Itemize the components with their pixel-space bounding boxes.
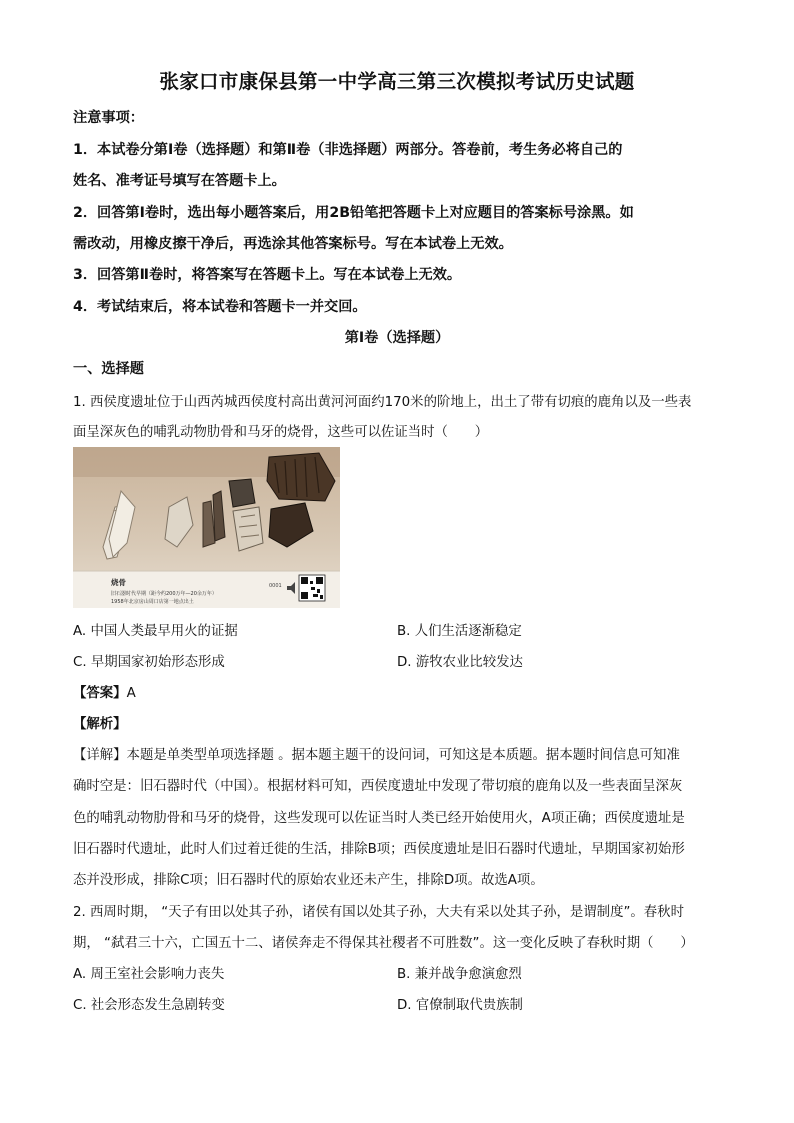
qr-code-icon xyxy=(299,575,325,601)
q1-detail-line3: 色的哺乳动物肋骨和马牙的烧骨，这些发现可以佐证当时人类已经开始使用火，A项正确；西侯度遗址是 xyxy=(73,811,685,826)
answer-value: A xyxy=(126,686,136,701)
q1-detail-line5: 态并没形成，排除C项；旧石器时代的原始农业还未产生，排除D项。故选A项。 xyxy=(73,873,544,888)
burnt-bones-photo xyxy=(73,447,340,608)
q1-option-d: D. 游牧农业比较发达 xyxy=(397,655,523,670)
q1-stem-line1: 1. 西侯度遗址位于山西芮城西侯度村高出黄河河面约170米的阶地上，出土了带有切痕的鹿角以及一些表 xyxy=(73,395,692,410)
part-heading: 一、选择题 xyxy=(73,361,144,377)
q2-option-c: C. 社会形态发生急剧转变 xyxy=(73,998,225,1013)
q2-stem-line2: 期， “弑君三十六，亡国五十二、诸侯奔走不得保其社稷者不可胜数”。这一变化反映了春秋时期（ ） xyxy=(73,936,694,951)
photo-caption-line1: 旧石器时代早期（距今约200万年—20余万年） xyxy=(111,591,217,597)
notice-item-4: 4．考试结束后，将本试卷和答题卡一并交回。 xyxy=(73,299,367,315)
q2-option-b: B. 兼并战争愈演愈烈 xyxy=(397,967,522,982)
notice-item-1: 1．本试卷分第Ⅰ卷（选择题）和第Ⅱ卷（非选择题）两部分。答卷前，考生务必将自己的 xyxy=(73,142,623,158)
photo-code: 0001 xyxy=(269,583,282,589)
notice-item-3: 3．回答第Ⅱ卷时，将答案写在答题卡上。写在本试卷上无效。 xyxy=(73,267,462,283)
notice-item-2: 2．回答第Ⅰ卷时，选出每小题答案后，用2B铅笔把答题卡上对应题目的答案标号涂黑。如 xyxy=(73,205,634,221)
notice-item-2-cont: 需改动，用橡皮擦干净后，再选涂其他答案标号。写在本试卷上无效。 xyxy=(73,236,513,252)
q2-stem-line1: 2. 西周时期， “天子有田以处其子孙，诸侯有国以处其子孙，大夫有采以处其子孙，是谓制度”。春秋时 xyxy=(73,905,684,920)
q1-detail-line4: 旧石器时代遗址，此时人们过着迁徙的生活，排除B项；西侯度遗址是旧石器时代遗址，早期国家初始形 xyxy=(73,842,685,857)
page-title: 张家口市康保县第一中学高三第三次模拟考试历史试题 xyxy=(159,70,635,93)
q1-option-b: B. 人们生活逐渐稳定 xyxy=(397,624,522,639)
q1-stem-line2: 面呈深灰色的哺乳动物肋骨和马牙的烧骨，这些可以佐证当时（ ） xyxy=(73,425,489,440)
notice-heading: 注意事项： xyxy=(73,110,144,126)
answer-label: 【答案】 xyxy=(73,686,127,701)
q1-option-c: C. 早期国家初始形态形成 xyxy=(73,655,225,670)
q1-answer xyxy=(73,682,136,701)
q2-option-d: D. 官僚制取代贵族制 xyxy=(397,998,523,1013)
q2-option-a: A. 周王室社会影响力丧失 xyxy=(73,967,225,982)
notice-item-1-cont: 姓名、准考证号填写在答题卡上。 xyxy=(73,173,286,189)
photo-caption-title: 烧骨 xyxy=(111,578,126,587)
q1-analysis-label: 【解析】 xyxy=(73,717,127,732)
q1-detail-line1: 【详解】本题是单类型单项选择题 。据本题主题干的设问词，可知这是本质题。据本题时间信息可知准 xyxy=(73,748,680,763)
q1-detail-line2: 确时空是：旧石器时代（中国）。根据材料可知，西侯度遗址中发现了带切痕的鹿角以及一些表面呈深灰 xyxy=(73,779,683,794)
q1-option-a: A. 中国人类最早用火的证据 xyxy=(73,624,238,639)
photo-caption-line2: 1958年北京房山周口店第一地点出土 xyxy=(111,599,194,605)
section-title: 第Ⅰ卷（选择题） xyxy=(344,330,450,346)
